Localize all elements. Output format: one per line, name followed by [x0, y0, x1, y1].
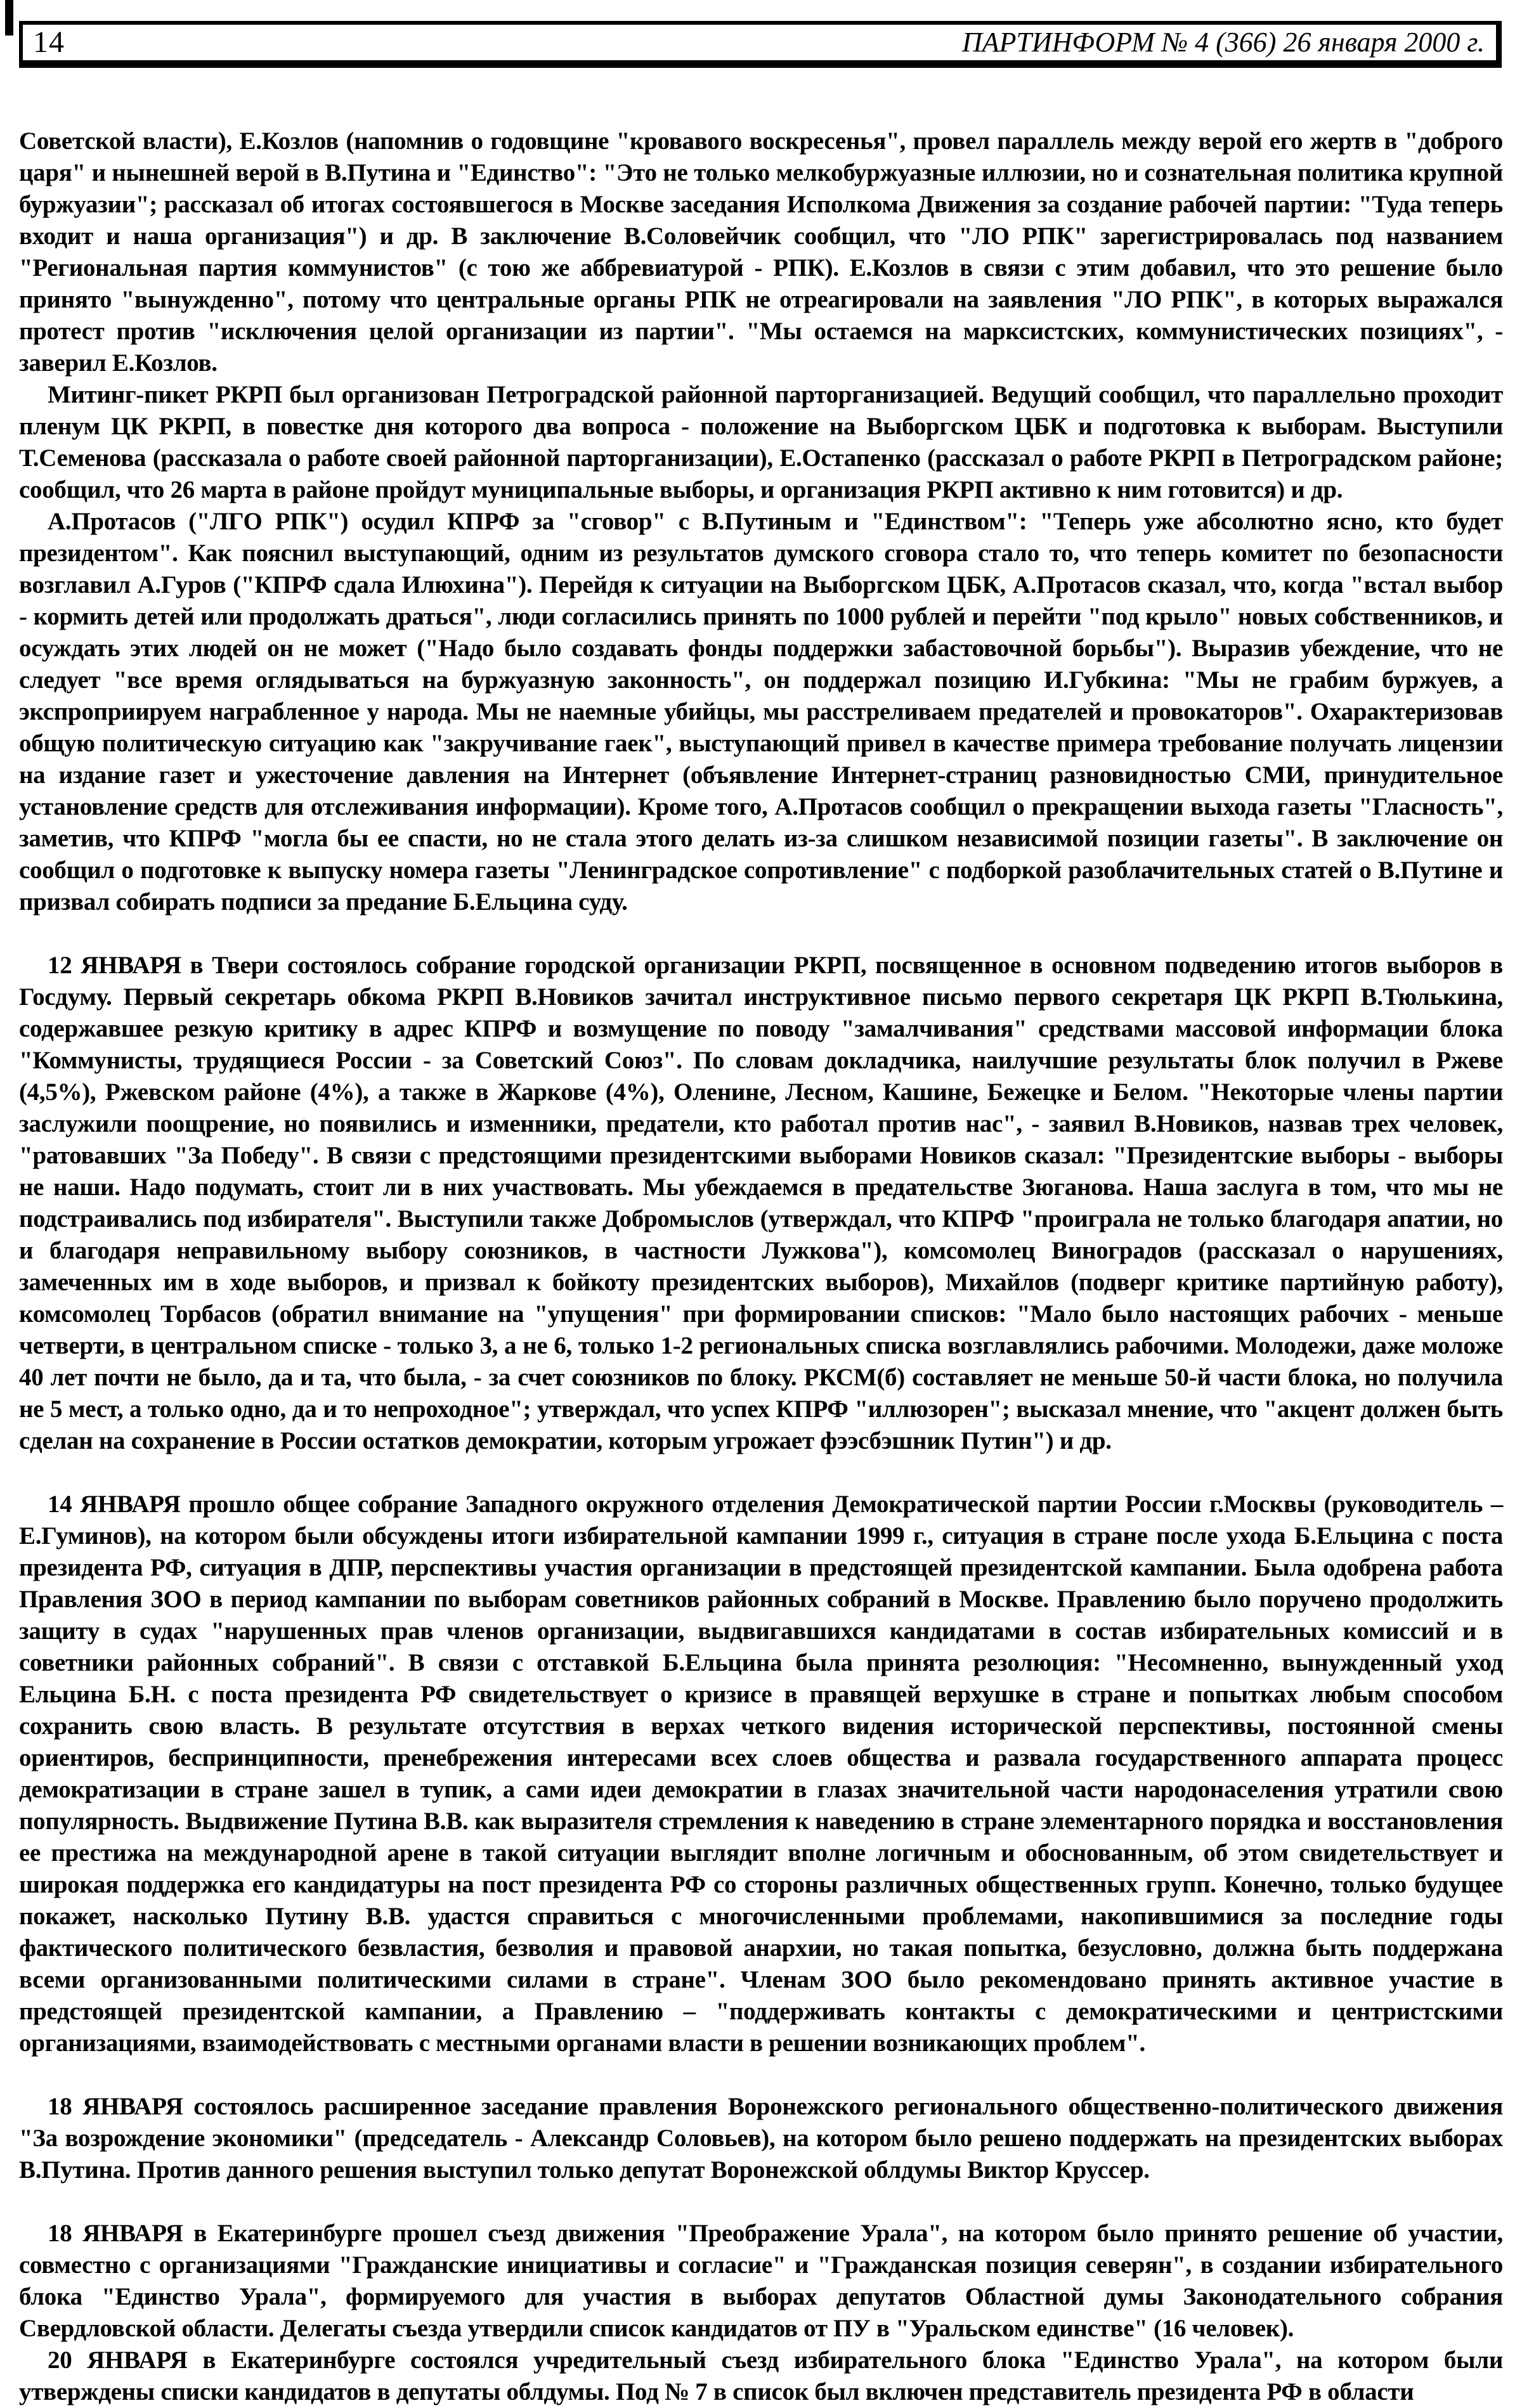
- page-number: 14: [33, 25, 65, 59]
- scan-artifact: [5, 0, 13, 36]
- paragraph: 18 ЯНВАРЯ состоялось расширенное заседание правления Воронежского регионального общественно-политического движения "За возрождение экономики" (председатель - Александр Соловьев), на котором было решено поддержать на президентских выборах В.Путина. Против данного решения выступил только депутат Воронежской облдумы Виктор Круссер.: [19, 2093, 1503, 2184]
- paragraph: 18 ЯНВАРЯ в Екатеринбурге прошел съезд движения "Преображение Урала", на котором было принято решение об участии, совместно с организациями "Гражданские инициативы и согласие" и "Гражданская позиция северян", в создании избирательного блока "Единство Урала", формируемого для участия в выборах депутатов Областной думы Законодательного собрания Свердловской области. Делегаты съезда утвердили список кандидатов от ПУ в "Уральском единстве" (16 человек).: [19, 2220, 1503, 2342]
- paragraph: Советской власти), Е.Козлов (напомнив о годовщине "кровавого воскресенья", провел параллель между верой его жертв в "доброго царя" и нынешней верой в В.Путина и "Единство": "Это не только мелкобуржуазные иллюзии, но и сознательная политика крупной буржуазии"; рассказал об итогах состоявшегося в Москве заседания Исполкома Движения за создание рабочей партии: "Туда теперь входит и наша организация") и др. В заключение В.Соловейчик сообщил, что "ЛО РПК" зарегистрировалась под названием "Региональная партия коммунистов" (с тою же аббревиатурой - РПК). Е.Козлов в связи с этим добавил, что это решение было принято "вынужденно", потому что центральные органы РПК не отреагировали на заявления "ЛО РПК", в которых выражался протест против "исключения целой организации из партии". "Мы остаемся на марксистских, коммунистических позициях", - заверил Е.Козлов.: [19, 127, 1503, 377]
- page-header: [19, 21, 1502, 68]
- paragraph: 20 ЯНВАРЯ в Екатеринбурге состоялся учредительный съезд избирательного блока "Единство Урала", на котором были утверждены списки кандидатов в депутаты облдумы. Под № 7 в список был включен представитель президента РФ в области: [19, 2347, 1503, 2405]
- paragraph: 12 ЯНВАРЯ в Твери состоялось собрание городской организации РКРП, посвященное в основном подведению итогов выборов в Госдуму. Первый секретарь обкома РКРП В.Новиков зачитал инструктивное письмо первого секретаря ЦК РКРП В.Тюлькина, содержавшее резкую критику в адрес КПРФ и возмущение по поводу "замалчивания" средствами массовой информации блока "Коммунисты, трудящиеся России - за Советский Союз". По словам докладчика, наилучшие результаты блок получил в Ржеве (4,5%), Ржевском районе (4%), а также в Жаркове (4%), Оленине, Лесном, Кашине, Бежецке и Белом. "Некоторые члены партии заслужили поощрение, но появились и изменники, предатели, кто работал против нас", - заявил В.Новиков, назвав трех человек, "ратовавших "За Победу". В связи с предстоящими президентскими выборами Новиков сказал: "Президентские выборы - выборы не наши. Надо подумать, стоит ли в них участвовать. Мы убеждаемся в предательстве Зюганова. Наша заслуга в том, что мы не подстраивались под избирателя". Выступили также Добромыслов (утверждал, что КПРФ "проиграла не только благодаря апатии, но и благодаря неправильному выбору союзников, в частности Лужкова"), комсомолец Виноградов (рассказал о нарушениях, замеченных им в ходе выборов, и призвал к бойкоту президентских выборов), Михайлов (подверг критике партийную работу), комсомолец Торбасов (обратил внимание на "упущения" при формировании списков: "Мало было настоящих рабочих - меньше четверти, в центральном списке - только 3, а не 6, только 1-2 региональных списка возглавлялись рабочими. Молодежи, даже моложе 40 лет почти не было, да и та, что была, - за счет союзников по блоку. РКСМ(б) составляет не меньше 50-й части блока, но получила не 5 мест, а только одно, да и то непроходное"; утверждал, что успех КПРФ "иллюзорен"; высказал мнение, что "акцент должен быть сделан на сохранение в России остатков демократии, которым угрожает фээсбэшник Путин") и др.: [19, 952, 1503, 1454]
- journal-title: ПАРТИНФОРМ № 4 (366) 26 января 2000 г.: [961, 27, 1485, 58]
- paragraph: 14 ЯНВАРЯ прошло общее собрание Западного окружного отделения Демократической партии России г.Москвы (руководитель – Е.Гуминов), на котором были обсуждены итоги избирательной кампании 1999 г., ситуация в стране после ухода Б.Ельцина с поста президента РФ, ситуация в ДПР, перспективы участия организации в предстоящей президентской кампании. Была одобрена работа Правления ЗОО в период кампании по выборам советников районных собраний в Москве. Правлению было поручено продолжить защиту в судах "нарушенных прав членов организации, выдвигавшихся кандидатами в состав избирательных комиссий и в советники районных собраний". В связи с отставкой Б.Ельцина была принята резолюция: "Несомненно, вынужденный уход Ельцина Б.Н. с поста президента РФ свидетельствует о кризисе в правящей верхушке в стране и попытках любым способом сохранить свою власть. В результате отсутствия в верхах четкого видения исторической перспективы, постоянной смены ориентиров, беспринципности, пренебрежения интересами всех слоев общества и развала государственного аппарата процесс демократизации в стране зашел в тупик, а сами идеи демократии в глазах значительной части народонаселения утратили свою популярность. Выдвижение Путина В.В. как выразителя стремления к наведению в стране элементарного порядка и восстановления ее престижа на международной арене в такой ситуации выглядит вполне логичным и обоснованным, об этом свидетельствует и широкая поддержка его кандидатуры на пост президента РФ со стороны различных общественных групп. Конечно, только будущее покажет, насколько Путину В.В. удастся справиться с многочисленными проблемами, накопившимися за последние годы фактического политического безвластия, безволия и правовой анархии, но такая попытка, безусловно, должна быть поддержана всеми организованными политическими силами в стране". Членам ЗОО было рекомендовано принять активное участие в предстоящей президентской кампании, а Правлению – "поддерживать контакты с демократическими и центристскими организациями, взаимодействовать с местными органами власти в решении возникающих проблем".: [19, 1491, 1503, 2057]
- article-body: [19, 126, 1503, 2408]
- paragraph: Митинг-пикет РКРП был организован Петроградской районной парторганизацией. Ведущий сообщил, что параллельно проходит пленум ЦК РКРП, в повестке дня которого два вопроса - положение на Выборгском ЦБК и подготовка к выборам. Выступили Т.Семенова (рассказала о работе своей районной парторганизации), Е.Остапенко (рассказал о работе РКРП в Петроградском районе; сообщил, что 26 марта в районе пройдут муниципальные выборы, и организация РКРП активно к ним готовится) и др.: [19, 381, 1503, 503]
- paragraph: А.Протасов ("ЛГО РПК") осудил КПРФ за "сговор" с В.Путиным и "Единством": "Теперь уже абсолютно ясно, кто будет президентом". Как пояснил выступающий, одним из результатов думского сговора стало то, что теперь комитет по безопасности возглавил А.Гуров ("КПРФ сдала Илюхина"). Перейдя к ситуации на Выборгском ЦБК, А.Протасов сказал, что, когда "встал выбор - кормить детей или продолжать драться", люди согласились принять по 1000 рублей и перейти "под крыло" новых собственников, и осуждать этих людей он не может ("Надо было создавать фонды поддержки забастовочной борьбы"). Выразив убеждение, что не следует "все время оглядываться на буржуазную законность", он поддержал позицию И.Губкина: "Мы не грабим буржуев, а экспроприируем награбленное у народа. Мы не наемные убийцы, мы расстреливаем предателей и провокаторов". Охарактеризовав общую политическую ситуацию как "закручивание гаек", выступающий привел в качестве примера требование получать лицензии на издание газет и ужесточение давления на Интернет (объявление Интернет-страниц разновидностью СМИ, принудительное установление средств для отслеживания информации). Кроме того, А.Протасов сообщил о прекращении выхода газеты "Гласность", заметив, что КПРФ "могла бы ее спасти, но не стала этого делать из-за слишком независимой позиции газеты". В заключение он сообщил о подготовке к выпуску номера газеты "Ленинградское сопротивление" с подборкой разоблачительных статей о В.Путине и призвал собирать подписи за предание Б.Ельцина суду.: [19, 508, 1503, 916]
